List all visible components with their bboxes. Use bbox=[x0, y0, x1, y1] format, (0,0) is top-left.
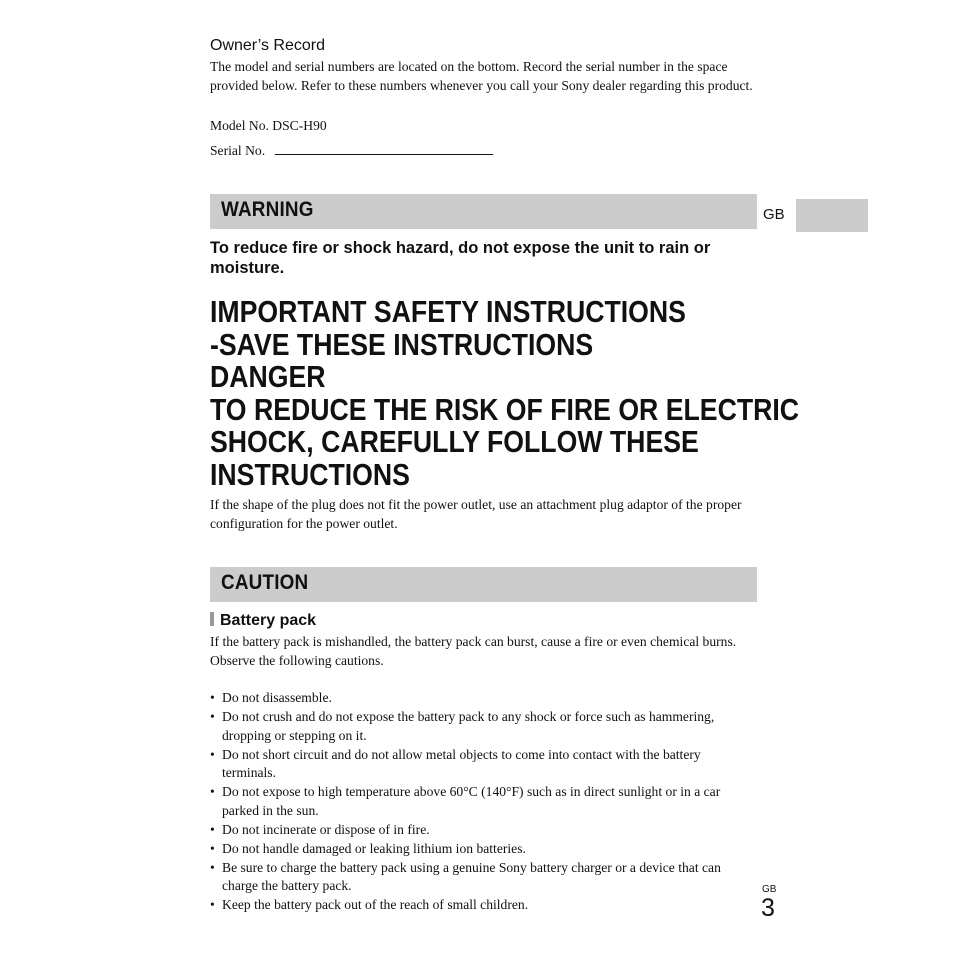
list-item-text: Do not short circuit and do not allow metal objects to come into contact with the battery terminals. bbox=[222, 746, 701, 780]
caution-heading: CAUTION bbox=[221, 571, 309, 594]
page-number: 3 bbox=[761, 894, 775, 922]
bullet-marker: • bbox=[210, 784, 215, 799]
bullet-marker: • bbox=[210, 746, 215, 762]
list-item-text: Do not disassemble. bbox=[222, 690, 332, 705]
list-item bbox=[210, 896, 758, 915]
safety-headings bbox=[210, 296, 810, 491]
list-item bbox=[210, 746, 758, 783]
warning-text: To reduce fire or shock hazard, do not expose the unit to rain or moisture. bbox=[210, 239, 711, 277]
battery-pack-heading-text: Battery pack bbox=[220, 612, 317, 629]
caution-band bbox=[210, 567, 757, 602]
battery-pack-heading bbox=[210, 612, 316, 630]
list-item bbox=[210, 708, 758, 745]
list-item-text: Do not crush and do not expose the battery pack to any shock or force such as hammering, dropping or stepping on it. bbox=[222, 709, 715, 743]
list-item bbox=[210, 840, 758, 859]
battery-pack-description: If the battery pack is mishandled, the battery pack can burst, cause a fire or even chemical burns. Observe the following cautions. bbox=[210, 634, 737, 668]
list-item-text: Do not handle damaged or leaking lithium ion batteries. bbox=[222, 840, 526, 856]
list-item-text: Be sure to charge the battery pack using a genuine Sony battery charger or a device that can charge the battery pack. bbox=[222, 859, 721, 893]
serial-number-line bbox=[210, 142, 493, 159]
heading-marker bbox=[210, 612, 214, 626]
list-item bbox=[210, 859, 758, 896]
safety-heading-line: TO REDUCE THE RISK OF FIRE OR ELECTRIC bbox=[210, 391, 800, 427]
bullet-marker: • bbox=[210, 709, 215, 724]
serial-number-blank bbox=[275, 142, 493, 155]
safety-heading-line: INSTRUCTIONS bbox=[210, 456, 410, 492]
safety-heading-line: DANGER bbox=[210, 359, 326, 394]
list-item bbox=[210, 783, 758, 820]
list-item bbox=[210, 689, 758, 708]
bullet-marker: • bbox=[210, 821, 215, 837]
list-item-text: Keep the battery pack out of the reach of small children. bbox=[222, 897, 529, 912]
safety-heading-line: SHOCK, CAREFULLY FOLLOW THESE bbox=[210, 424, 699, 459]
safety-heading-line: -SAVE THESE INSTRUCTIONS bbox=[210, 326, 594, 362]
bullet-marker: • bbox=[210, 897, 215, 912]
safety-heading-line: IMPORTANT SAFETY INSTRUCTIONS bbox=[210, 294, 686, 329]
bullet-marker: • bbox=[210, 859, 215, 875]
side-tab-label: GB bbox=[763, 206, 785, 223]
serial-number-label: Serial No. bbox=[210, 143, 266, 158]
side-tab-box bbox=[796, 199, 868, 232]
list-item-text: Do not expose to high temperature above 60°C (140°F) such as in direct sunlight or in a car parked in the sun. bbox=[222, 784, 721, 818]
list-item-text: Do not incinerate or dispose of in fire. bbox=[222, 821, 430, 837]
caution-bullet-list bbox=[210, 689, 758, 915]
plug-adaptor-text: If the shape of the plug does not fit the power outlet, use an attachment plug adaptor of the proper configuration for the power outlet. bbox=[210, 497, 742, 531]
warning-heading: WARNING bbox=[221, 198, 314, 221]
model-number: Model No. DSC-H90 bbox=[210, 118, 327, 133]
owners-record-title: Owner’s Record bbox=[210, 37, 326, 54]
list-item bbox=[210, 821, 758, 840]
warning-band bbox=[210, 194, 757, 229]
owners-record-description: The model and serial numbers are located on the bottom. Record the serial number in the space provided below. Refer to these numbers whenever you call your Sony dealer regarding this product. bbox=[210, 59, 753, 93]
bullet-marker: • bbox=[210, 840, 215, 856]
footer-language: GB bbox=[762, 884, 777, 895]
bullet-marker: • bbox=[210, 690, 215, 705]
